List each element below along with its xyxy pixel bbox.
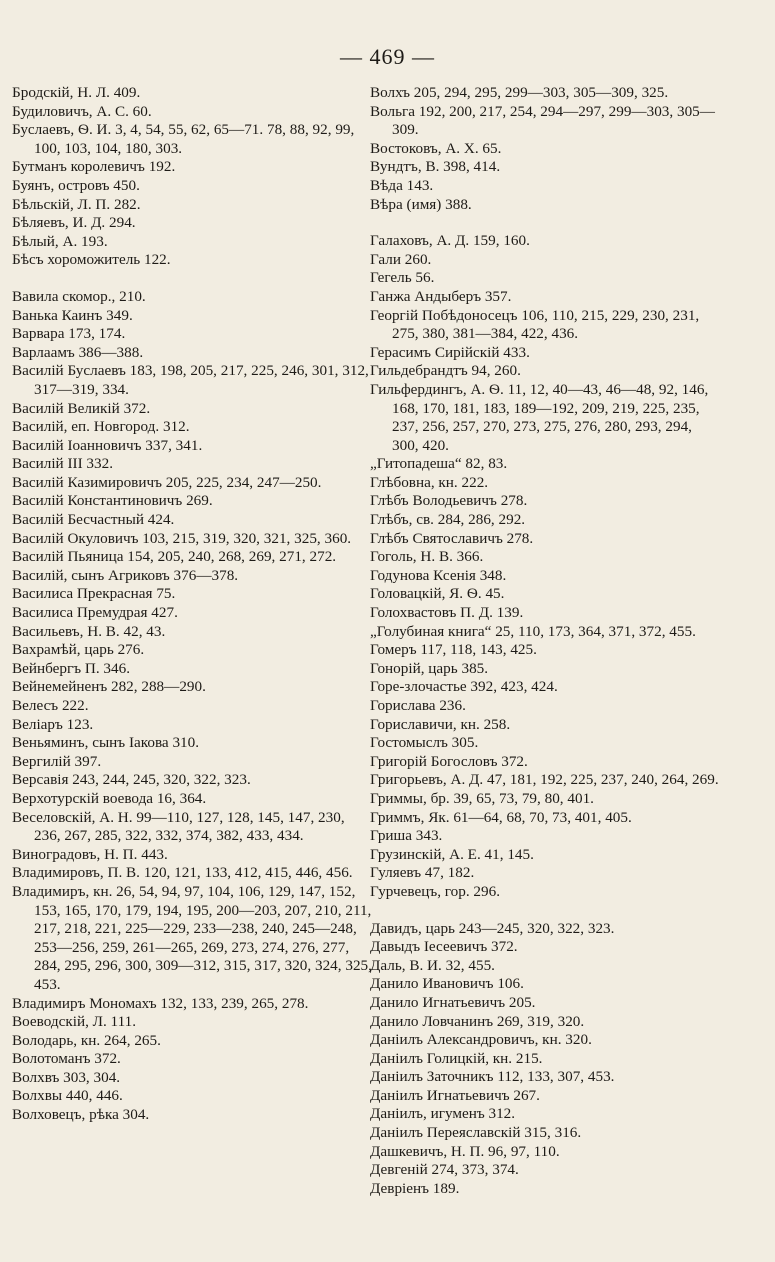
index-entry: Вѣра (имя) 388. — [370, 195, 472, 213]
index-entry: Василій Бесчастный 424. — [12, 511, 175, 529]
index-column-left — [12, 84, 374, 1125]
index-entry: Гали 260. — [370, 250, 432, 268]
index-entry: Головацкій, Я. Ѳ. 45. — [370, 585, 505, 603]
index-entry: Глѣбъ Святославичъ 278. — [370, 529, 534, 547]
index-entry: Ганжа Андыберъ 357. — [370, 287, 512, 305]
index-entry: Воеводскій, Л. 111. — [12, 1013, 137, 1031]
index-entry: Девгеній 274, 373, 374. — [370, 1161, 519, 1179]
index-entry: Веліаръ 123. — [12, 715, 94, 733]
index-entry: Вѣда 143. — [370, 176, 434, 194]
index-entry: Володарь, кн. 264, 265. — [12, 1031, 161, 1049]
index-entry: Вахрамѣй, царь 276. — [12, 641, 145, 659]
index-entry: Бѣсъ хороможитель 122. — [12, 251, 171, 269]
index-entry: Гриммы, бр. 39, 65, 73, 79, 80, 401. — [370, 789, 594, 807]
index-entry: Георгій Побѣдоносецъ 106, 110, 215, 229, 230, 231, 275, 380, 381—384, 422, 436. — [370, 306, 700, 343]
index-entry: Давыдъ Іесеевичъ 372. — [370, 938, 518, 956]
index-entry: Василій III 332. — [12, 455, 114, 473]
index-entry: Владимировъ, П. В. 120, 121, 133, 412, 415, 446, 456. — [12, 864, 353, 882]
index-entry: Василій Великій 372. — [12, 399, 151, 417]
index-entry: Голохвастовъ П. Д. 139. — [370, 604, 524, 622]
section-gap — [370, 214, 722, 232]
index-entry: Владимиръ, кн. 26, 54, 94, 97, 104, 106, 129, 147, 152, 153, 165, 170, 179, 194, 195, 200—203, 207, 210, 211, 217, 218, 221, 225—229, 233—238, 240, 245—248, 253—256, 259, 261—265, 269, 273, 274, 276, 277, 284, 295, 296, 300, 309—312, 315, 317, 320, 324, 325, 453. — [12, 882, 372, 993]
index-entry: Волотоманъ 372. — [12, 1050, 121, 1068]
index-entry: Даль, В. И. 32, 455. — [370, 956, 495, 974]
index-entry: Глѣбовна, кн. 222. — [370, 473, 489, 491]
index-entry: Волхвы 440, 446. — [12, 1087, 123, 1105]
index-entry: Василій, еп. Новгород. 312. — [12, 418, 190, 436]
index-entry: Гурчевецъ, гор. 296. — [370, 882, 500, 900]
index-entry: Григорій Богословъ 372. — [370, 752, 528, 770]
index-entry: Василій Константиновичъ 269. — [12, 492, 213, 510]
index-entry: „Голубиная книга“ 25, 110, 173, 364, 371, 372, 455. — [370, 622, 696, 640]
index-entry: Велесъ 222. — [12, 697, 89, 714]
index-entry: Вергилій 397. — [12, 752, 102, 770]
index-entry: Буянъ, островъ 450. — [12, 176, 140, 194]
index-entry: Василиса Премудрая 427. — [12, 604, 178, 622]
index-entry: Данило Ловчанинъ 269, 319, 320. — [370, 1012, 585, 1030]
index-entry: Буслаевъ, Ѳ. И. 3, 4, 54, 55, 62, 65—71. 78, 88, 92, 99, 100, 103, 104, 180, 303. — [12, 121, 355, 157]
page-number: — 469 — — [340, 44, 435, 69]
index-entry: Вейнбергъ П. 346. — [12, 659, 131, 677]
index-entry: Грузинскій, А. Е. 41, 145. — [370, 845, 534, 863]
index-entry: Григорьевъ, А. Д. 47, 181, 192, 225, 237, 240, 264, 269. — [370, 771, 719, 789]
index-entry: Девріенъ 189. — [370, 1179, 460, 1197]
index-entry: Василій Буслаевъ 183, 198, 205, 217, 225, 246, 301, 312, 317—319, 334. — [12, 362, 369, 398]
index-entry: Даніилъ Александровичъ, кн. 320. — [370, 1031, 592, 1049]
index-entry: Василиса Прекрасная 75. — [12, 585, 176, 603]
index-entry: Даніилъ Голицкій, кн. 215. — [370, 1049, 543, 1067]
index-entry: Василій Іоанновичъ 337, 341. — [12, 436, 203, 454]
index-entry: Гильдебрандтъ 94, 260. — [370, 362, 521, 380]
index-entry: Герасимъ Сирійскій 433. — [370, 343, 530, 361]
index-entry: Вейнемейненъ 282, 288—290. — [12, 678, 206, 696]
index-entry: Веньяминъ, сынъ Іакова 310. — [12, 734, 200, 752]
index-entry: Верхотурскій воевода 16, 364. — [12, 789, 207, 807]
index-entry: Гориславичи, кн. 258. — [370, 715, 511, 733]
index-entry: Гуляевъ 47, 182. — [370, 864, 475, 882]
index-entry: Варвара 173, 174. — [12, 325, 126, 343]
index-entry: Владимиръ Мономахъ 132, 133, 239, 265, 278. — [12, 994, 309, 1012]
index-entry: Волховецъ, рѣка 304. — [12, 1106, 150, 1124]
section-gap — [370, 902, 722, 920]
index-entry: Даніилъ, игуменъ 312. — [370, 1105, 516, 1123]
index-entry: Давидъ, царь 243—245, 320, 322, 323. — [370, 919, 615, 937]
index-entry: Даніилъ Заточникъ 112, 133, 307, 453. — [370, 1068, 615, 1086]
index-entry: Глѣбъ Володьевичъ 278. — [370, 492, 528, 510]
index-entry: Гильфердингъ, А. Ѳ. 11, 12, 40—43, 46—48, 92, 146, 168, 170, 181, 183, 189—192, 209, 219, 225, 235, 237, 256, 257, 270, 273, 275, 276, 280, 293, 294, 300, 420. — [370, 380, 709, 454]
index-entry: Глѣбъ, св. 284, 286, 292. — [370, 511, 526, 529]
index-entry: Гоголь, Н. В. 366. — [370, 548, 484, 566]
index-entry: Волхвъ 303, 304. — [12, 1068, 121, 1086]
index-entry: Василій Окуловичъ 103, 215, 319, 320, 321, 325, 360. — [12, 529, 352, 547]
index-entry: Гегель 56. — [370, 269, 435, 287]
index-entry: Бѣляевъ, И. Д. 294. — [12, 214, 136, 232]
index-entry: Гриммъ, Як. 61—64, 68, 70, 73, 401, 405. — [370, 808, 632, 826]
index-entry: Бродскій, Н. Л. 409. — [12, 84, 141, 101]
index-entry: Васильевъ, Н. В. 42, 43. — [12, 622, 166, 640]
index-entry: Вавила скомор., 210. — [12, 287, 146, 305]
index-entry: Василій Казимировичъ 205, 225, 234, 247—250. — [12, 473, 322, 491]
index-entry: Василій Пьяница 154, 205, 240, 268, 269, 271, 272. — [12, 548, 337, 566]
index-entry: Горислава 236. — [370, 697, 466, 714]
index-entry: Виноградовъ, Н. П. 443. — [12, 845, 168, 863]
index-entry: Востоковъ, А. Х. 65. — [370, 139, 502, 157]
index-entry: Бутманъ королевичъ 192. — [12, 158, 176, 176]
index-entry: Ванька Каинъ 349. — [12, 306, 133, 324]
index-entry: Дашкевичъ, Н. П. 96, 97, 110. — [370, 1142, 560, 1160]
index-entry: Василій, сынъ Агриковъ 376—378. — [12, 566, 239, 584]
section-gap — [12, 270, 374, 288]
index-entry: Горе-злочастье 392, 423, 424. — [370, 678, 558, 696]
index-entry: Данило Игнатьевичъ 205. — [370, 993, 536, 1011]
index-entry: Гомеръ 117, 118, 143, 425. — [370, 641, 537, 659]
index-column-right — [370, 84, 722, 1198]
index-entry: Вундтъ, В. 398, 414. — [370, 158, 501, 176]
index-entry: Данило Ивановичъ 106. — [370, 975, 524, 993]
index-entry: Бѣлый, А. 193. — [12, 232, 108, 250]
index-entry: Бѣльскій, Л. П. 282. — [12, 195, 141, 213]
index-entry: Веселовскій, А. Н. 99—110, 127, 128, 145, 147, 230, 236, 267, 285, 322, 332, 374, 382, 433, 434. — [12, 808, 345, 845]
index-entry: Будиловичъ, А. С. 60. — [12, 102, 152, 120]
index-entry: Годунова Ксенія 348. — [370, 566, 507, 584]
index-entry: Варлаамъ 386—388. — [12, 343, 144, 361]
index-entry: Гриша 343. — [370, 827, 443, 845]
index-entry: Версавія 243, 244, 245, 320, 322, 323. — [12, 771, 251, 789]
index-entry: „Гитопадеша“ 82, 83. — [370, 455, 508, 473]
index-entry: Волхъ 205, 294, 295, 299—303, 305—309, 325. — [370, 84, 669, 101]
index-entry: Вольга 192, 200, 217, 254, 294—297, 299—303, 305—309. — [370, 102, 715, 139]
index-entry: Даніилъ Переяславскій 315, 316. — [370, 1124, 582, 1142]
index-entry: Гонорій, царь 385. — [370, 659, 489, 677]
index-entry: Гостомыслъ 305. — [370, 734, 479, 752]
index-entry: Галаховъ, А. Д. 159, 160. — [370, 232, 530, 250]
index-entry: Даніилъ Игнатьевичъ 267. — [370, 1086, 540, 1104]
